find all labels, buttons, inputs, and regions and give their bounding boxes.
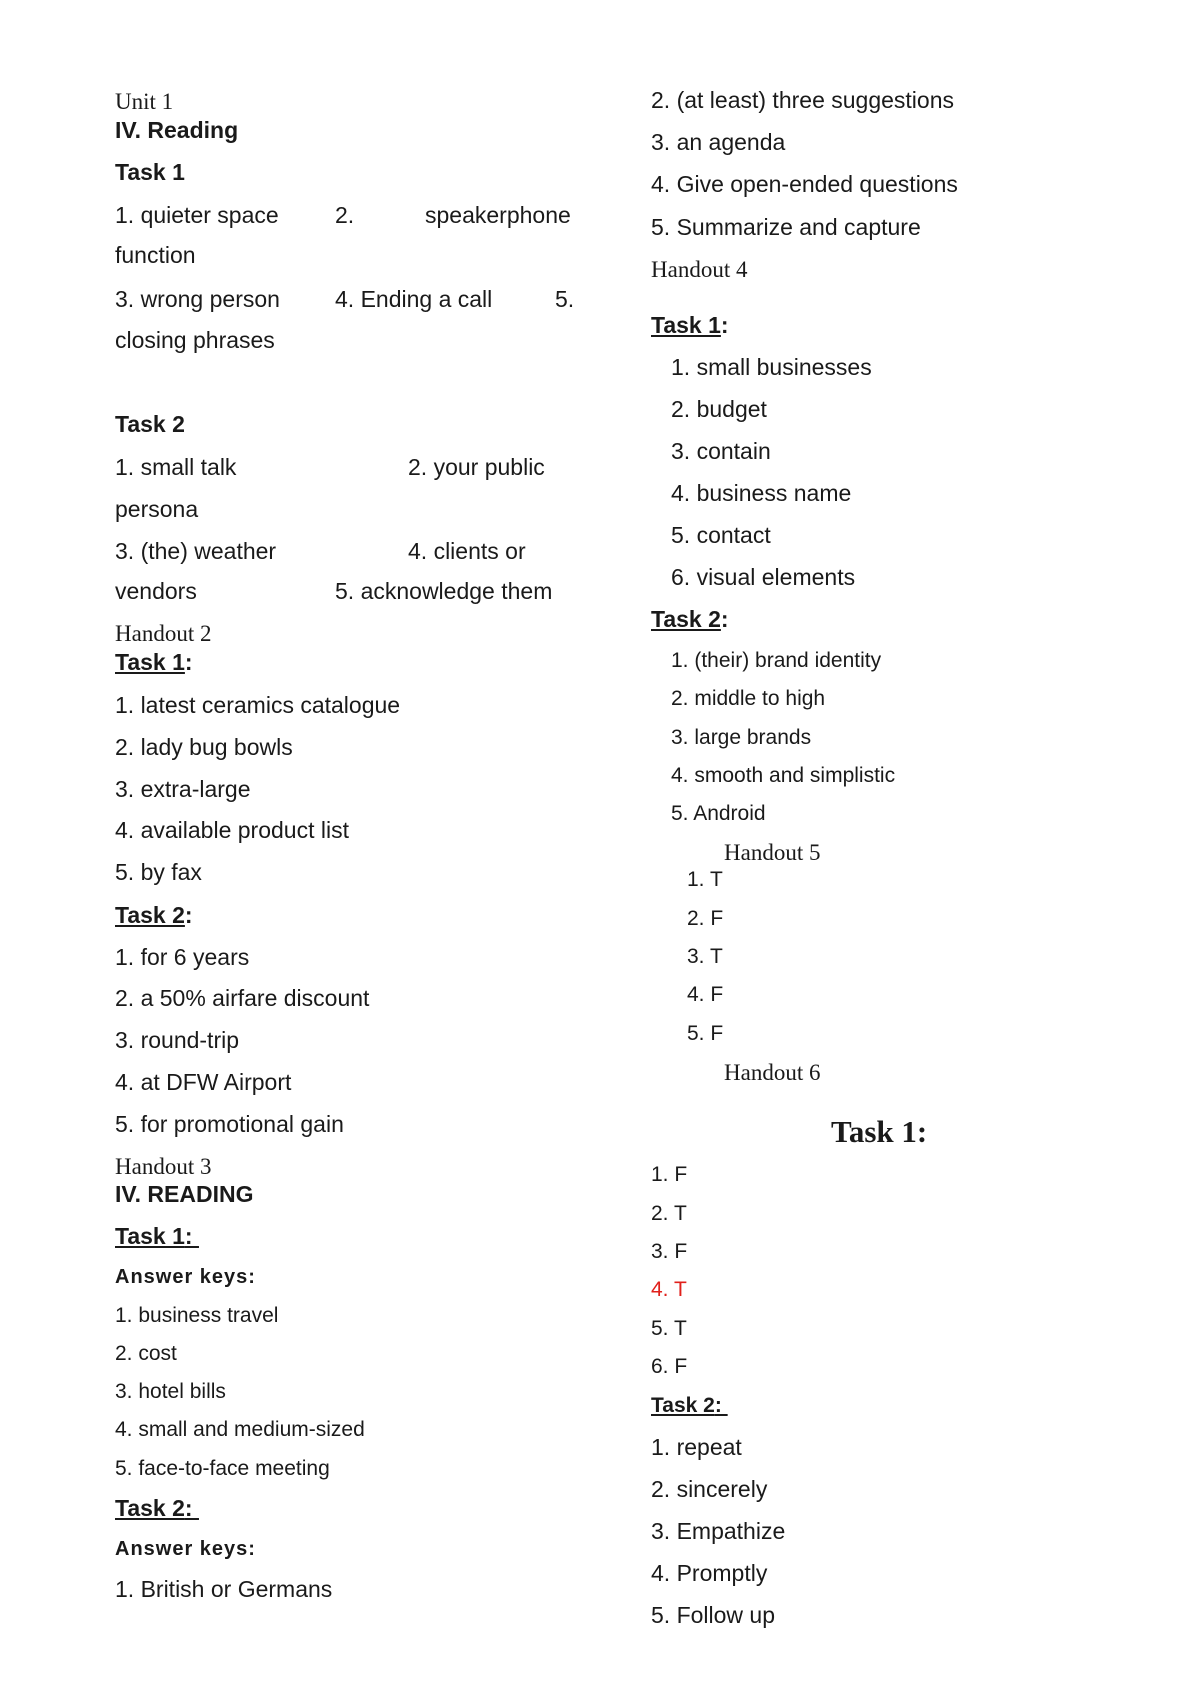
- handout2-task1-item: 3. extra-large: [115, 776, 251, 802]
- handout4-task2-item: 3. large brands: [671, 726, 812, 749]
- task1-answer: 1. quieter space: [115, 202, 279, 228]
- handout2-task1-item: 2. lady bug bowls: [115, 734, 293, 760]
- handout6-task2-item: 1. repeat: [651, 1434, 742, 1460]
- handout4-task2-item: 1. (their) brand identity: [671, 649, 882, 672]
- right-top-item: 5. Summarize and capture: [651, 214, 921, 240]
- handout5-item: 5. F: [687, 1022, 724, 1045]
- handout4-task1-item: 6. visual elements: [671, 564, 856, 590]
- task2-answer: persona: [115, 496, 199, 522]
- handout3-task1-title: Task 1:: [115, 1223, 199, 1249]
- handout2-task1-title: Task 1:: [115, 649, 193, 675]
- handout2-task1-item: 1. latest ceramics catalogue: [115, 692, 401, 718]
- handout2-task1-item: 4. available product list: [115, 817, 349, 843]
- handout5-item: 3. T: [687, 945, 723, 968]
- handout3-task1-item: 2. cost: [115, 1342, 177, 1365]
- handout5-item: 4. F: [687, 983, 724, 1006]
- handout4-task1-item: 3. contain: [671, 438, 771, 464]
- handout6-task1-item: 1. F: [651, 1163, 688, 1186]
- handout3-task1-item: 5. face-to-face meeting: [115, 1457, 330, 1480]
- unit-label: Unit 1: [115, 89, 174, 114]
- handout6-task1-item: 2. T: [651, 1202, 687, 1225]
- handout6-title: Handout 6: [724, 1060, 821, 1085]
- handout4-task2-item: 4. smooth and simplistic: [671, 764, 896, 787]
- handout6-task1-item-highlighted: 4. T: [651, 1278, 687, 1301]
- task1-answer: speakerphone: [425, 202, 571, 228]
- task1-title: Task 1: [115, 159, 185, 185]
- handout3-task1-item: 3. hotel bills: [115, 1380, 226, 1403]
- task2-answer: 1. small talk: [115, 454, 237, 480]
- handout6-task2-item: 4. Promptly: [651, 1560, 768, 1586]
- handout3-answer-keys-label: Answer keys:: [115, 1266, 256, 1288]
- handout2-task2-item: 5. for promotional gain: [115, 1111, 344, 1137]
- handout3-task1-item: 1. business travel: [115, 1304, 279, 1327]
- handout2-task2-title: Task 2:: [115, 902, 193, 928]
- task1-answer: 3. wrong person: [115, 286, 280, 312]
- handout6-task2-item: 5. Follow up: [651, 1602, 776, 1628]
- handout4-task1-title: Task 1:: [651, 312, 729, 338]
- handout6-task1-title: Task 1:: [831, 1114, 928, 1149]
- task1-answer: 4. Ending a call: [335, 286, 493, 312]
- right-top-item: 4. Give open-ended questions: [651, 171, 958, 197]
- handout5-title: Handout 5: [724, 840, 821, 865]
- handout3-title: Handout 3: [115, 1154, 212, 1179]
- right-top-item: 2. (at least) three suggestions: [651, 87, 954, 113]
- handout3-task2-item: 1. British or Germans: [115, 1576, 333, 1602]
- handout6-task1-item: 5. T: [651, 1317, 687, 1340]
- handout4-task1-item: 1. small businesses: [671, 354, 872, 380]
- handout6-task1-item: 3. F: [651, 1240, 688, 1263]
- handout2-task1-item: 5. by fax: [115, 859, 202, 885]
- handout4-task1-item: 2. budget: [671, 396, 767, 422]
- task2-answer: 2. your public: [408, 454, 545, 480]
- section-reading: IV. Reading: [115, 117, 239, 143]
- handout4-task2-title: Task 2:: [651, 606, 729, 632]
- handout4-task1-item: 5. contact: [671, 522, 771, 548]
- task2-answer: 5. acknowledge them: [335, 578, 553, 604]
- handout3-answer-keys-label: Answer keys:: [115, 1538, 256, 1560]
- handout4-task1-item: 4. business name: [671, 480, 852, 506]
- handout2-task2-item: 1. for 6 years: [115, 944, 250, 970]
- handout2-task2-item: 3. round-trip: [115, 1027, 240, 1053]
- task2-title: Task 2: [115, 411, 185, 437]
- task2-answer: 4. clients or: [408, 538, 526, 564]
- handout6-task1-item: 6. F: [651, 1355, 688, 1378]
- right-top-item: 3. an agenda: [651, 129, 786, 155]
- handout2-task2-item: 2. a 50% airfare discount: [115, 985, 370, 1011]
- task2-answer: 3. (the) weather: [115, 538, 277, 564]
- handout6-task2-item: 2. sincerely: [651, 1476, 768, 1502]
- handout5-item: 2. F: [687, 907, 724, 930]
- handout6-task2-item: 3. Empathize: [651, 1518, 786, 1544]
- task1-answer: function: [115, 242, 196, 268]
- task1-answer: closing phrases: [115, 327, 275, 353]
- task1-answer: 5.: [555, 286, 575, 312]
- handout6-task2-title: Task 2:: [651, 1394, 728, 1417]
- task1-answer: 2.: [335, 202, 355, 228]
- handout3-task1-item: 4. small and medium-sized: [115, 1418, 365, 1441]
- task2-answer: vendors: [115, 578, 197, 604]
- handout3-section: IV. READING: [115, 1181, 254, 1207]
- handout4-task2-item: 5. Android: [671, 802, 766, 825]
- handout2-task2-item: 4. at DFW Airport: [115, 1069, 292, 1095]
- handout5-item: 1. T: [687, 868, 723, 891]
- handout3-task2-title: Task 2:: [115, 1495, 199, 1521]
- handout4-title: Handout 4: [651, 257, 748, 282]
- handout4-task2-item: 2. middle to high: [671, 687, 826, 710]
- handout2-title: Handout 2: [115, 621, 212, 646]
